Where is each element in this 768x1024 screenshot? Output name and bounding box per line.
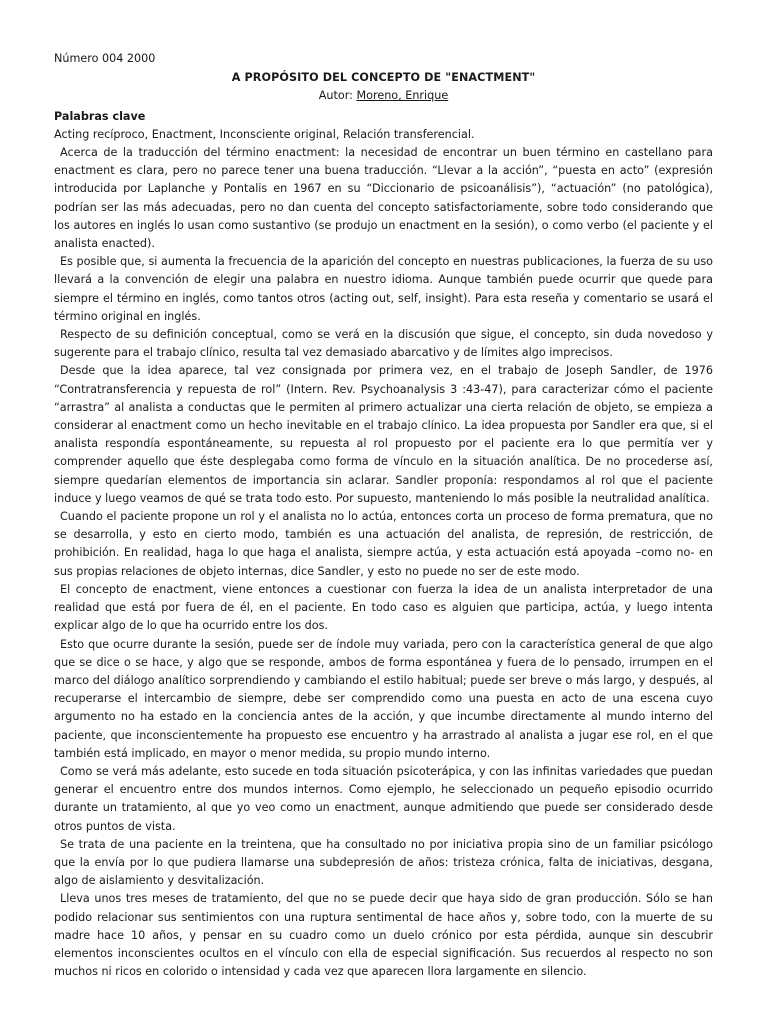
paragraph: Desde que la idea aparece, tal vez consignada por primera vez, en el trabajo de Joseph Sandler, de 1976 “Contratransferencia y repuesta de rol” (Intern. Rev. Psychoanalysis 3 :43-47), para caracterizar cómo el paciente “arrastra” al analista a conductas que le permiten al primero actualizar una cierta relación de objeto, se empieza a considerar al enactment como un hecho inevitable en el trabajo clínico. La idea propuesta por Sandler era que, si el analista respondía espontáneamente, su repuesta al rol propuesto por el paciente era lo que permitía ver y comprender aquello que éste desplegaba como forma de vínculo en la situación analítica. De no procederse así, siempre quedarían elementos de importancia sin aclarar. Sandler proponía: respondamos al rol que el paciente induce y luego veamos de qué se trata todo esto. Por supuesto, manteniendo lo más posible la neutralidad analítica. xyxy=(54,364,713,505)
issue-number: Número 004 2000 xyxy=(54,52,156,65)
paragraph: Como se verá más adelante, esto sucede en toda situación psicoterápica, y con las infinitas variedades que puedan generar el encuentro entre dos mundos internos. Como ejemplo, he seleccionado un pequeño episodio ocurrido durante un tratamiento, al que yo veo como un enactment, aunque admitiendo que puede ser considerado desde otros puntos de vista. xyxy=(54,764,713,833)
paragraph: Se trata de una paciente en la treintena, que ha consultado no por iniciativa propia sino de un familiar psicólogo que la envía por lo que pudiera llamarse una subdepresión de años: tristeza crónica, falta de iniciativas, desgana, algo de aislamiento y desvitalización. xyxy=(54,837,713,888)
author-line xyxy=(54,87,713,105)
keywords-list: Acting recíproco, Enactment, Inconsciente original, Relación transferencial. xyxy=(54,127,475,141)
paragraph: Acerca de la traducción del término enactment: la necesidad de encontrar un buen término en castellano para enactment es clara, pero no parece tener una buena traducción. “Llevar a la acción”, “puesta en acto” (expresión introducida por Laplanche y Pontalis en 1967 en su “Diccionario de psicoanálisis”), “actuación” (no patológica), podrían ser las más adecuadas, pero no dan cuenta del concepto satisfactoriamente, sobre todo considerando que los autores en inglés lo usan como sustantivo (se produjo un enactment en la sesión), o como verbo (el paciente y el analista enacted). xyxy=(54,146,713,251)
keywords-heading: Palabras clave xyxy=(54,109,146,123)
article-title: A PROPÓSITO DEL CONCEPTO DE "ENACTMENT" xyxy=(231,71,536,85)
paragraph: El concepto de enactment, viene entonces a cuestionar con fuerza la idea de un analista interpretador de una realidad que está por fuera de él, en el paciente. En todo caso es alguien que participa, actúa, y luego intenta explicar algo de lo que ha ocurrido entre los dos. xyxy=(54,582,713,633)
paragraph: Respecto de su definición conceptual, como se verá en la discusión que sigue, el concepto, sin duda novedoso y sugerente para el trabajo clínico, resulta tal vez demasiado abarcativo y de límites algo imprecisos. xyxy=(54,328,713,360)
author-label: Autor: xyxy=(318,89,353,103)
paragraph: Es posible que, si aumenta la frecuencia de la aparición del concepto en nuestras publicaciones, la fuerza de su uso llevará a la convención de elegir una palabra en nuestro idioma. Aunque también puede ocurrir que quede para siempre el término en inglés, como tantos otros (acting out, self, insight). Para esta reseña y comentario se usará el término original en inglés. xyxy=(54,255,713,323)
article xyxy=(54,50,713,981)
paragraph: Esto que ocurre durante la sesión, puede ser de índole muy variada, pero con la característica general de que algo que se dice o se hace, y algo que se responde, ambos de forma espontánea y fuera de lo pensado, irrumpen en el marco del diálogo analítico sorprendiendo y cambiando el estilo habitual; puede ser breve o más largo, y después, al recuperarse el intercambio de siempre, debe ser comprendido como una puesta en acto de una escena cuyo argumento no ha estado en la conciencia antes de la acción, y que incumbe directamente al mundo interno del paciente, que inconscientemente ha propuesto ese encuentro y ha arrastrado al analista a jugar ese rol, en el que también está implicado, en mayor o menor medida, su propio mundo interno. xyxy=(54,637,713,760)
author-link[interactable]: Moreno, Enrique xyxy=(356,89,449,103)
paragraph: Cuando el paciente propone un rol y el analista no lo actúa, entonces corta un proceso de forma prematura, que no se desarrolla, y esto en cierto modo, también es una actuación del analista, de represión, de restricción, de prohibición. En realidad, haga lo que haga el analista, siempre actúa, y esta actuación está apoyada –como no- en sus propias relaciones de objeto internas, dice Sandler, y esto no puede no ser de este modo. xyxy=(54,510,713,578)
paragraph: Lleva unos tres meses de tratamiento, del que no se puede decir que haya sido de gran producción. Sólo se han podido relacionar sus sentimientos con una ruptura sentimental de hace años y, sobre todo, con la muerte de su madre hace 10 años, y pensar en su cuadro como un duelo crónico por esta pérdida, aunque sin descubrir elementos inconscientes ocultos en el vínculo con ella de especial significación. Sus recuerdos al respecto no son muchos ni ricos en colorido o intensidad y cada vez que aparecen llora largamente en silencio. xyxy=(54,892,713,979)
